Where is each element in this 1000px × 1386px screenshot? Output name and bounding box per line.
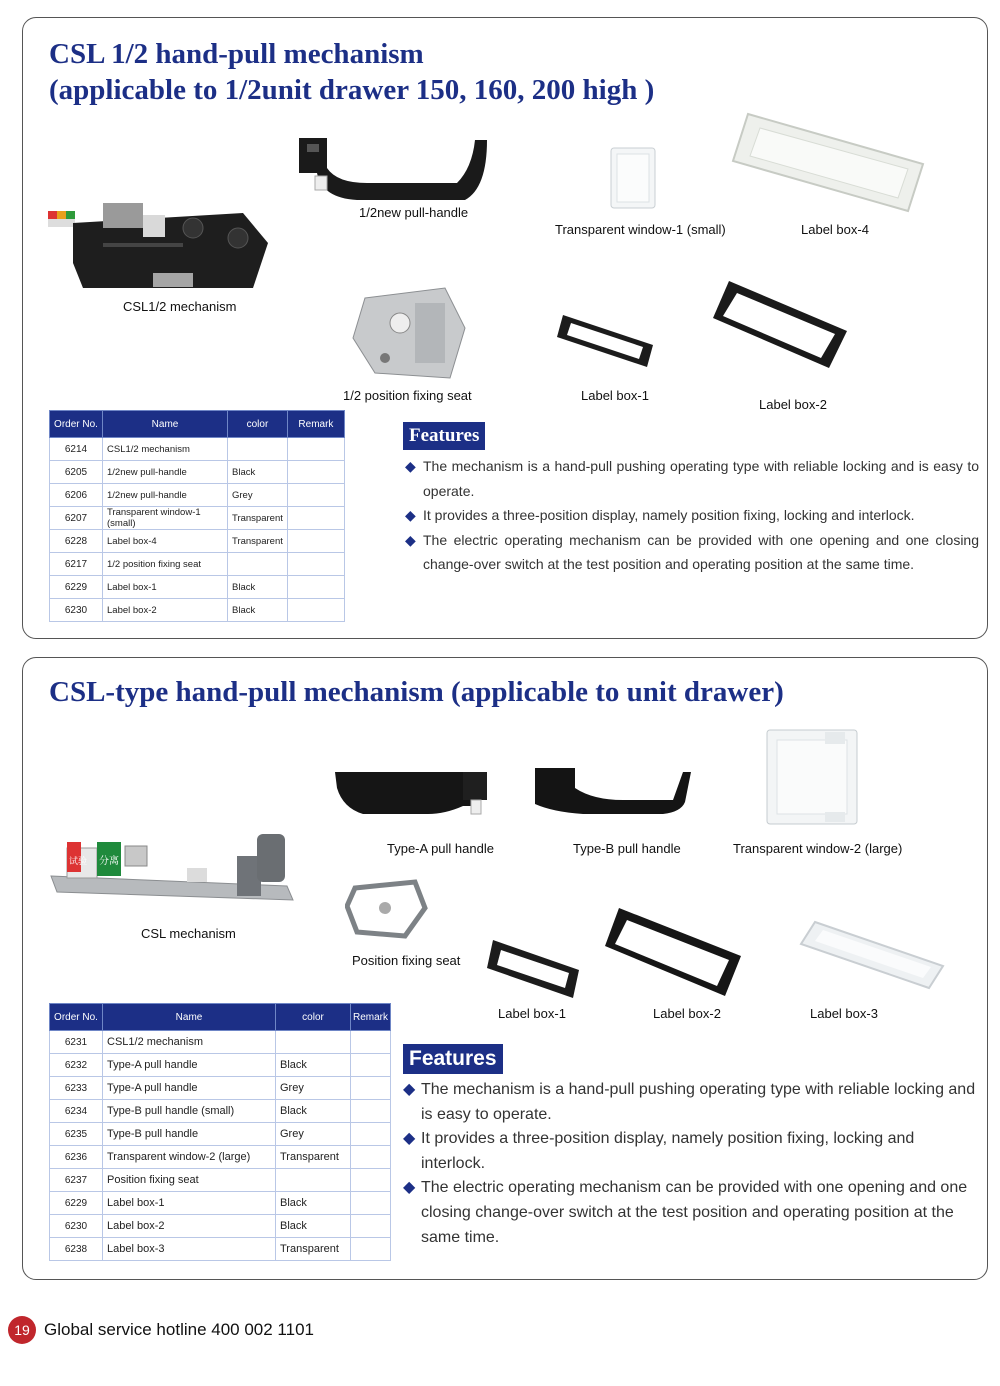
table-row: [50, 1192, 391, 1215]
name-cell: Label box-2: [103, 599, 228, 622]
name-cell: Transparent window-1 (small): [103, 507, 228, 530]
section1-title: [49, 36, 654, 108]
table-row: [50, 530, 345, 553]
name-cell: Label box-1: [103, 576, 228, 599]
name-cell: Type-B pull handle (small): [103, 1100, 276, 1123]
label-box-3-caption: Label box-3: [810, 1006, 878, 1021]
header-remark: Remark: [287, 411, 344, 438]
table-row: [50, 599, 345, 622]
fixing-seat-image: [345, 878, 429, 940]
order-no-cell: 6229: [50, 1192, 103, 1215]
csl-half-mechanism-caption: CSL1/2 mechanism: [123, 299, 237, 314]
name-cell: Label box-1: [103, 1192, 276, 1215]
color-cell: Transparent: [276, 1238, 351, 1261]
order-no-cell: 6217: [50, 553, 103, 576]
transparent-window-large-image: [763, 726, 863, 830]
diamond-bullet-icon: ◆: [403, 1130, 416, 1148]
label-box-1-image: [485, 936, 581, 1002]
half-fixing-seat-caption: 1/2 position fixing seat: [343, 388, 472, 403]
color-cell: Transparent: [276, 1146, 351, 1169]
diamond-bullet-icon: ◆: [405, 531, 416, 548]
type-a-handle-image: [333, 768, 503, 818]
remark-cell: [287, 599, 344, 622]
color-cell: Black: [228, 461, 288, 484]
transparent-window-small-caption: Transparent window-1 (small): [555, 222, 726, 237]
page-number-badge: 19: [8, 1316, 36, 1344]
section1-features-list: [405, 454, 979, 577]
csl-mechanism-caption: CSL mechanism: [141, 926, 236, 941]
color-cell: Transparent: [228, 507, 288, 530]
mech-label-test: 试验: [69, 857, 88, 867]
remark-cell: [287, 438, 344, 461]
section2-features-title: Features: [403, 1044, 503, 1074]
name-cell: Type-A pull handle: [103, 1054, 276, 1077]
feature-text: It provides a three-position display, namely position fixing, locking and interlock.: [421, 1130, 915, 1172]
transparent-window-small-image: [607, 144, 659, 212]
label-box-2-caption: Label box-2: [653, 1006, 721, 1021]
label-box-1-image: [555, 305, 657, 375]
diamond-bullet-icon: ◆: [403, 1081, 416, 1098]
type-a-handle-caption: Type-A pull handle: [387, 841, 494, 856]
table-row: [50, 438, 345, 461]
color-cell: [228, 438, 288, 461]
order-no-cell: 6237: [50, 1169, 103, 1192]
table-row: [50, 507, 345, 530]
color-cell: Grey: [276, 1123, 351, 1146]
label-box-4-image: [728, 106, 928, 216]
table-row: [50, 1146, 391, 1169]
remark-cell: [287, 530, 344, 553]
service-hotline: Global service hotline 400 002 1101: [44, 1320, 314, 1339]
table-row: [50, 576, 345, 599]
feature-item: [403, 1078, 979, 1127]
label-box-4-caption: Label box-4: [801, 222, 869, 237]
transparent-window-large-caption: Transparent window-2 (large): [733, 841, 903, 856]
label-box-3-image: [799, 920, 945, 990]
name-cell: Transparent window-2 (large): [103, 1146, 276, 1169]
remark-cell: [351, 1169, 391, 1192]
color-cell: Black: [276, 1054, 351, 1077]
table-row: [50, 1031, 391, 1054]
csl-mechanism-image: [47, 828, 297, 918]
name-cell: Type-B pull handle: [103, 1123, 276, 1146]
order-no-cell: 6238: [50, 1238, 103, 1261]
remark-cell: [287, 461, 344, 484]
color-cell: Black: [276, 1215, 351, 1238]
remark-cell: [351, 1054, 391, 1077]
name-cell: 1/2new pull-handle: [103, 484, 228, 507]
color-cell: Grey: [228, 484, 288, 507]
order-no-cell: 6233: [50, 1077, 103, 1100]
remark-cell: [351, 1192, 391, 1215]
section2-table-body: [50, 1031, 391, 1261]
name-cell: Label box-4: [103, 530, 228, 553]
header-order-no: Order No.: [50, 411, 103, 438]
remark-cell: [351, 1215, 391, 1238]
header-order-no: Order No.: [50, 1004, 103, 1031]
order-no-cell: 6230: [50, 1215, 103, 1238]
color-cell: Black: [228, 599, 288, 622]
color-cell: Black: [228, 576, 288, 599]
color-cell: [276, 1031, 351, 1054]
name-cell: CSL1/2 mechanism: [103, 438, 228, 461]
header-name: Name: [103, 411, 228, 438]
table-row: [50, 1215, 391, 1238]
type-b-handle-image: [533, 766, 693, 816]
label-box-1-caption: Label box-1: [581, 388, 649, 403]
section-csl-half-mechanism: [22, 17, 988, 639]
remark-cell: [287, 576, 344, 599]
csl-half-mechanism-image: [43, 193, 283, 303]
table-header-row: [50, 1004, 391, 1031]
label-box-2-image: [711, 276, 851, 372]
remark-cell: [351, 1077, 391, 1100]
order-no-cell: 6231: [50, 1031, 103, 1054]
feature-item: [403, 1127, 979, 1176]
table-row: [50, 1100, 391, 1123]
remark-cell: [287, 507, 344, 530]
header-name: Name: [103, 1004, 276, 1031]
feature-text: It provides a three-position display, namely position fixing, locking and interlock.: [423, 507, 915, 523]
page-footer: [8, 1316, 314, 1344]
color-cell: Black: [276, 1192, 351, 1215]
half-fixing-seat-image: [345, 278, 471, 388]
feature-text: The electric operating mechanism can be provided with one opening and one closing change-over switch at the test position and operating position at the same time.: [421, 1179, 968, 1246]
diamond-bullet-icon: ◆: [405, 458, 416, 474]
half-pull-handle-image: [287, 128, 497, 208]
label-box-2-caption: Label box-2: [759, 397, 827, 412]
header-color: color: [276, 1004, 351, 1031]
feature-item: [405, 528, 979, 577]
feature-item: [405, 503, 979, 528]
section1-order-table: [49, 410, 345, 622]
table-row: [50, 1077, 391, 1100]
table-header-row: [50, 411, 345, 438]
table-row: [50, 1169, 391, 1192]
remark-cell: [287, 484, 344, 507]
half-pull-handle-caption: 1/2new pull-handle: [359, 205, 469, 220]
name-cell: Label box-3: [103, 1238, 276, 1261]
name-cell: CSL1/2 mechanism: [103, 1031, 276, 1054]
feature-text: The mechanism is a hand-pull pushing operating type with reliable locking and is easy to operate.: [421, 1081, 976, 1123]
feature-item: [405, 454, 979, 503]
table-row: [50, 1123, 391, 1146]
name-cell: Type-A pull handle: [103, 1077, 276, 1100]
name-cell: Position fixing seat: [103, 1169, 276, 1192]
remark-cell: [351, 1100, 391, 1123]
header-remark: Remark: [351, 1004, 391, 1031]
name-cell: 1/2new pull-handle: [103, 461, 228, 484]
section2-order-table: [49, 1003, 391, 1261]
section2-title: CSL-type hand-pull mechanism (applicable to unit drawer): [49, 676, 784, 708]
remark-cell: [351, 1031, 391, 1054]
name-cell: 1/2 position fixing seat: [103, 553, 228, 576]
order-no-cell: 6207: [50, 507, 103, 530]
section1-title-line2: (applicable to 1/2unit drawer 150, 160, 200 high ): [49, 74, 655, 106]
remark-cell: [351, 1146, 391, 1169]
section-csl-type-mechanism: [22, 657, 988, 1280]
diamond-bullet-icon: ◆: [405, 507, 416, 523]
label-box-2-image: [603, 906, 743, 998]
section1-table-body: [50, 438, 345, 622]
order-no-cell: 6206: [50, 484, 103, 507]
order-no-cell: 6232: [50, 1054, 103, 1077]
fixing-seat-caption: Position fixing seat: [352, 953, 461, 968]
order-no-cell: 6230: [50, 599, 103, 622]
header-color: color: [228, 411, 288, 438]
table-row: [50, 484, 345, 507]
mech-label-separate: 分离: [99, 856, 119, 867]
color-cell: Transparent: [228, 530, 288, 553]
order-no-cell: 6214: [50, 438, 103, 461]
section1-title-line1: CSL 1/2 hand-pull mechanism: [49, 38, 424, 70]
order-no-cell: 6228: [50, 530, 103, 553]
order-no-cell: 6235: [50, 1123, 103, 1146]
order-no-cell: 6205: [50, 461, 103, 484]
section2-features-list: [403, 1078, 979, 1250]
label-box-1-caption: Label box-1: [498, 1006, 566, 1021]
color-cell: [276, 1169, 351, 1192]
color-cell: Grey: [276, 1077, 351, 1100]
type-b-handle-caption: Type-B pull handle: [573, 841, 681, 856]
feature-text: The mechanism is a hand-pull pushing operating type with reliable locking and is easy to operate.: [423, 458, 979, 499]
order-no-cell: 6234: [50, 1100, 103, 1123]
table-row: [50, 553, 345, 576]
order-no-cell: 6229: [50, 576, 103, 599]
order-no-cell: 6236: [50, 1146, 103, 1169]
remark-cell: [351, 1123, 391, 1146]
color-cell: Black: [276, 1100, 351, 1123]
color-cell: [228, 553, 288, 576]
feature-item: [403, 1176, 979, 1250]
table-row: [50, 461, 345, 484]
diamond-bullet-icon: ◆: [403, 1179, 416, 1197]
table-row: [50, 1054, 391, 1077]
section1-features-title: Features: [403, 422, 485, 450]
name-cell: Label box-2: [103, 1215, 276, 1238]
table-row: [50, 1238, 391, 1261]
remark-cell: [351, 1238, 391, 1261]
remark-cell: [287, 553, 344, 576]
feature-text: The electric operating mechanism can be provided with one opening and one closing change-over switch at the test position and operating position at the same time.: [423, 531, 979, 572]
